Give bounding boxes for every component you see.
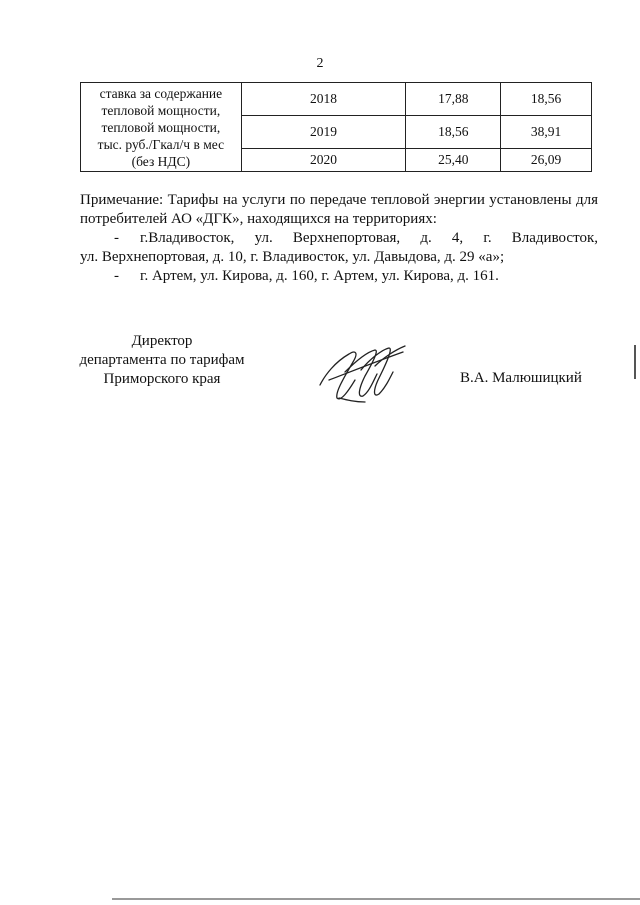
address-text: г. Артем, ул. Кирова, д. 160, г. Артем, ул. Кирова, д. 161. — [140, 268, 499, 284]
rate-label-line: тепловой мощности, — [101, 102, 221, 118]
rate-label-cell — [81, 83, 242, 172]
table-row — [81, 83, 592, 116]
dash-marker: - — [114, 230, 119, 246]
position-line: Приморского края — [103, 371, 221, 387]
rate-label-line: (без НДС) — [131, 153, 191, 169]
handwritten-signature — [315, 340, 410, 410]
value1-cell: 17,88 — [406, 83, 501, 116]
value2-cell: 38,91 — [501, 116, 592, 149]
year-cell: 2019 — [241, 116, 406, 149]
rate-label-line: ставка за содержание — [99, 85, 223, 101]
scan-bottom-edge — [112, 898, 640, 900]
address-continuation: ул. Верхнепортовая, д. 10, г. Владивосток, ул. Давыдова, д. 29 «а»; — [80, 249, 505, 265]
address-item — [80, 267, 598, 286]
note-section — [80, 191, 598, 286]
address-item — [80, 229, 598, 248]
value2-cell: 26,09 — [501, 149, 592, 172]
dash-marker: - — [114, 268, 119, 284]
position-line: департамента по тарифам — [79, 352, 245, 368]
value2-cell: 18,56 — [501, 83, 592, 116]
tariff-table — [80, 82, 592, 172]
position-line: Директор — [131, 333, 193, 349]
rate-label-line: тыс. руб./Гкал/ч в мес — [97, 136, 225, 152]
address-text: г.Владивосток, ул. Верхнепортовая, д. 4, г. Владивосток, — [140, 230, 598, 246]
value1-cell: 18,56 — [406, 116, 501, 149]
year-cell: 2018 — [241, 83, 406, 116]
signatory-position — [72, 332, 252, 389]
page-number: 2 — [316, 56, 324, 71]
scan-margin-mark — [634, 345, 636, 379]
signer-name: В.А. Малюшицкий — [460, 370, 582, 386]
rate-label-line: тепловой мощности, — [101, 119, 221, 135]
year-cell: 2020 — [241, 149, 406, 172]
value1-cell: 25,40 — [406, 149, 501, 172]
note-heading: Примечание: Тарифы на услуги по передаче тепловой энергии установлены для потребителей АО «ДГК», находящихся на территориях: — [80, 192, 598, 227]
